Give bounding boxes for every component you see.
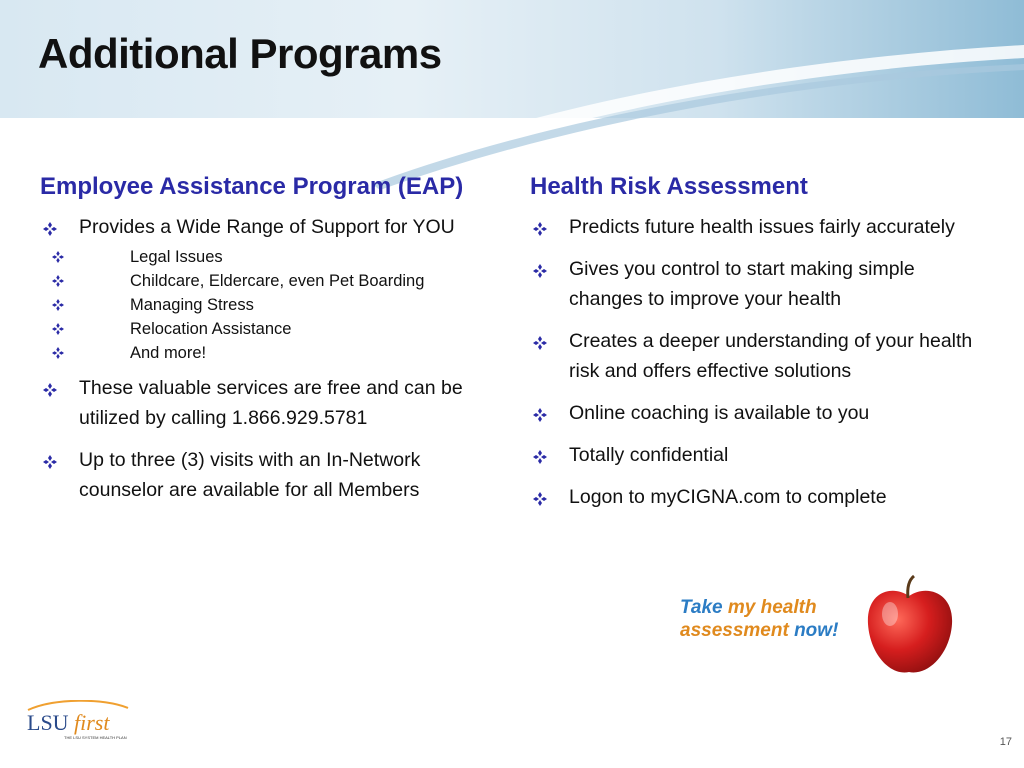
sub-bullet-text: And more! xyxy=(130,344,207,362)
sub-bullet-text: Childcare, Eldercare, even Pet Boarding xyxy=(130,272,425,290)
logo-tagline-text: THE LSU SYSTEM HEALTH PLAN xyxy=(64,735,127,740)
diamond-bullet-icon xyxy=(52,251,64,263)
bullet-text: Provides a Wide Range of Support for YOU xyxy=(79,216,455,238)
list-item xyxy=(40,341,510,365)
sub-bullet-text: Legal Issues xyxy=(130,248,223,266)
list-item xyxy=(40,373,510,433)
list-item xyxy=(530,482,990,512)
diamond-bullet-icon xyxy=(52,323,64,335)
lsufirst-logo xyxy=(24,700,134,742)
hra-heading: Health Risk Assessment xyxy=(530,173,808,200)
promo-now: now! xyxy=(794,620,839,641)
list-item xyxy=(40,245,510,269)
eap-sub-bullets xyxy=(79,245,510,365)
logo-lsu-text: LSU xyxy=(27,710,69,735)
diamond-bullet-icon xyxy=(533,408,547,422)
diamond-bullet-icon xyxy=(43,222,57,236)
list-item xyxy=(530,326,990,386)
diamond-bullet-icon xyxy=(52,299,64,311)
promo-assessment: assessment xyxy=(680,620,789,641)
diamond-bullet-icon xyxy=(533,450,547,464)
list-item xyxy=(40,445,510,505)
sub-bullet-text: Relocation Assistance xyxy=(130,320,292,338)
bullet-text: Creates a deeper understanding of your health risk and offers effective solutions xyxy=(569,330,973,382)
hra-bullets xyxy=(530,212,990,512)
promo-take: Take xyxy=(680,597,723,618)
diamond-bullet-icon xyxy=(533,336,547,350)
list-item xyxy=(40,317,510,341)
bullet-text: Up to three (3) visits with an In-Network counselor are available for all Members xyxy=(79,449,421,501)
sub-bullet-text: Managing Stress xyxy=(130,296,254,314)
bullet-text: Gives you control to start making simple changes to improve your health xyxy=(569,258,915,310)
list-item xyxy=(40,269,510,293)
diamond-bullet-icon xyxy=(533,264,547,278)
eap-bullets xyxy=(40,212,510,505)
page-number: 17 xyxy=(999,736,1012,748)
hra-column xyxy=(530,170,990,524)
eap-column xyxy=(40,170,510,517)
slide-title: Additional Programs xyxy=(38,30,442,77)
list-item xyxy=(40,293,510,317)
diamond-bullet-icon xyxy=(43,383,57,397)
logo-swoosh-icon xyxy=(24,700,134,742)
logo-first-text: first xyxy=(74,710,110,735)
promo-my-health: my health xyxy=(727,597,817,618)
list-item xyxy=(530,398,990,428)
list-item xyxy=(530,440,990,470)
health-assessment-promo[interactable] xyxy=(680,596,838,642)
diamond-bullet-icon xyxy=(533,492,547,506)
diamond-bullet-icon xyxy=(52,275,64,287)
diamond-bullet-icon xyxy=(52,347,64,359)
bullet-text: Predicts future health issues fairly accurately xyxy=(569,216,955,238)
diamond-bullet-icon xyxy=(533,222,547,236)
list-item xyxy=(530,212,990,242)
eap-heading: Employee Assistance Program (EAP) xyxy=(40,173,464,200)
apple-icon xyxy=(862,574,956,678)
bullet-text: These valuable services are free and can be utilized by calling 1.866.929.5781 xyxy=(79,377,463,429)
bullet-text: Totally confidential xyxy=(569,444,729,466)
list-item xyxy=(530,254,990,314)
list-item xyxy=(40,212,510,365)
bullet-text: Logon to myCIGNA.com to complete xyxy=(569,486,887,508)
bullet-text: Online coaching is available to you xyxy=(569,402,870,424)
diamond-bullet-icon xyxy=(43,455,57,469)
